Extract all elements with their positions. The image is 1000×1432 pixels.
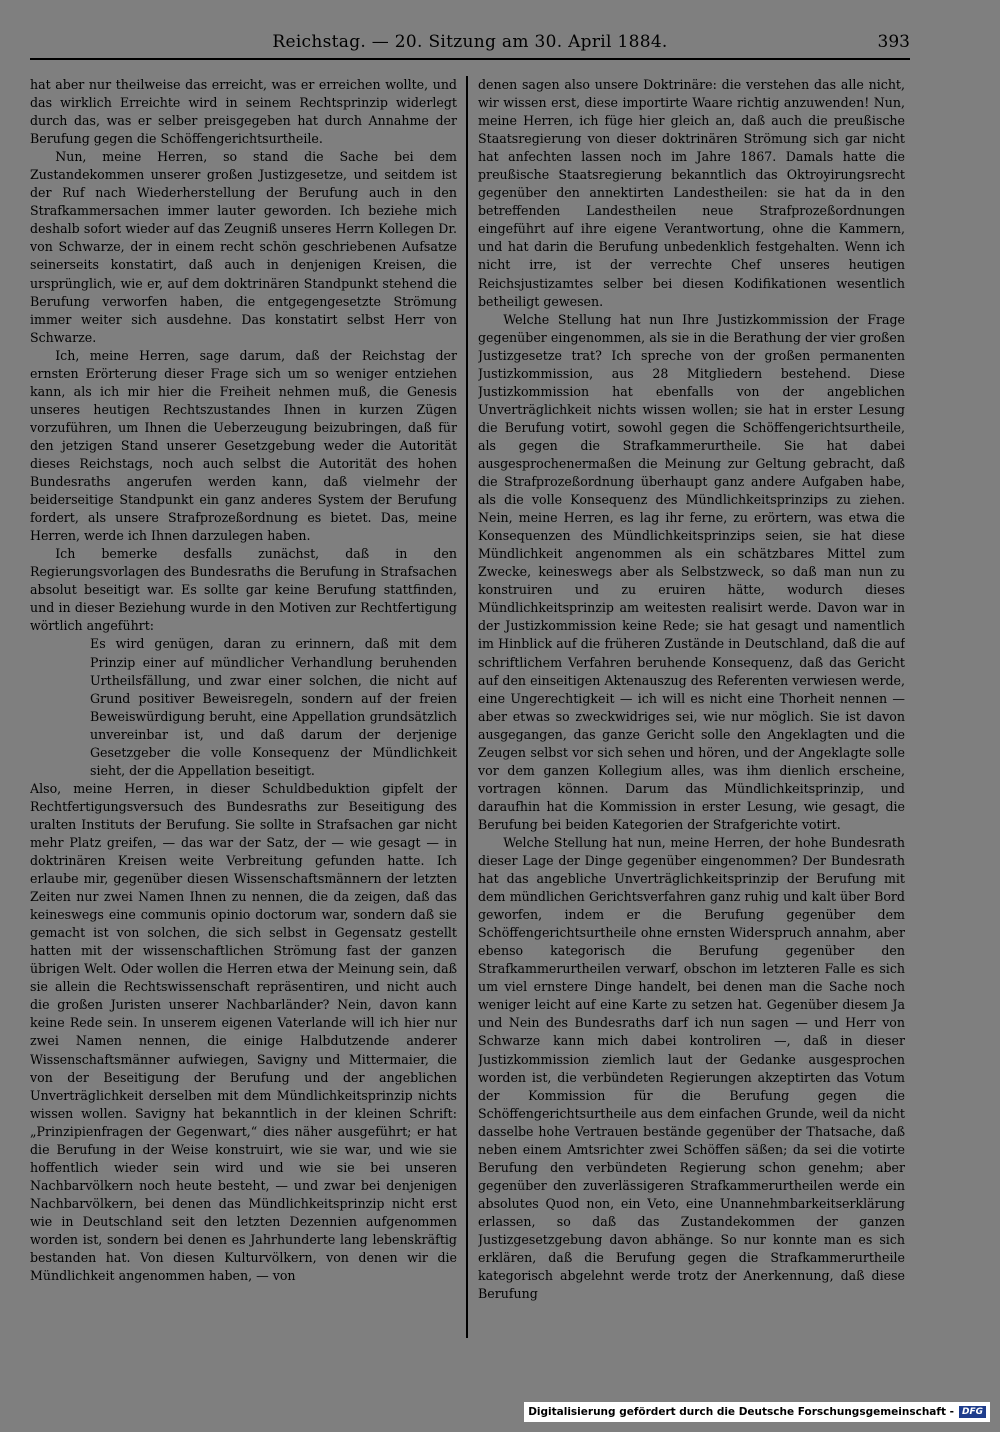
block-quote: Es wird genügen, daran zu erinnern, daß mit dem Prinzip einer auf mündlicher Verhandlung beruhenden Urtheilsfällung, und zwar einer solchen, die nicht auf Grund positiver Beweisregeln, sondern auf der freien Beweiswürdigung beruht, eine Appellation grundsätzlich unvereinbar ist, und daß darum der derjenige Gesetzgeber die volle Konsequenz der Mündlichkeit sieht, der die Appellation beseitigt. bbox=[90, 636, 457, 778]
page-number: 393 bbox=[877, 32, 910, 52]
paragraph: Nun, meine Herren, so stand die Sache bei dem Zustandekommen unserer großen Justizgesetze, und seitdem ist der Ruf nach Wiederherstellung der Berufung auch in den Strafkammersachen immer lauter geworden. Ich beziehe mich deshalb sofort wieder auf das Zeugniß unseres Herrn Kollegen Dr. von Schwarze, der in einem recht schön geschriebenen Aufsatze seinerseits konstatirt, daß auch in denjenigen Kreisen, die ursprünglich, wie er, auf dem doktrinären Standpunkt stehend die Berufung verworfen haben, die entgegengesetzte Strömung immer weiter sich ausdehne. Das konstatirt selbst Herr von Schwarze. bbox=[30, 149, 457, 345]
header-rule bbox=[30, 58, 910, 60]
digitization-footer bbox=[524, 1402, 990, 1422]
left-column bbox=[30, 76, 457, 1336]
paragraph: Ich bemerke desfalls zunächst, daß in den Regierungsvorlagen des Bundesraths die Berufung in Strafsachen absolut beseitigt war. Es sollte gar keine Berufung stattfinden, und in dieser Beziehung wurde in den Motiven zur Rechtfertigung wörtlich angeführt: bbox=[30, 546, 457, 634]
header-title: Reichstag. — 20. Sitzung am 30. April 1884. bbox=[272, 32, 668, 52]
running-header bbox=[30, 30, 910, 60]
dfg-logo: DFG bbox=[959, 1406, 986, 1418]
right-column bbox=[478, 76, 905, 1336]
paragraph: denen sagen also unsere Doktrinäre: die verstehen das alle nicht, wir wissen erst, diese importirte Waare richtig anzuwenden! Nun, meine Herren, ich füge hier gleich an, daß auch die preußische Staatsregierung von dieser doktrinären Strömung sich gar nicht hat anfechten lassen noch im Jahre 1867. Damals hatte die preußische Staatsregierung bekanntlich das Oktroyirungsrecht gegenüber den annektirten Landestheilen: sie hat da in den betreffenden Landestheilen neue Strafprozeßordnungen eingeführt auf ihre eigene Verantwortung, ohne die Kammern, und hat darin die Berufung unbedenklich festgehalten. Wenn ich nicht irre, ist der verrechte Chef unseres heutigen Reichsjustizamtes selber bei diesen Kodifikationen wesentlich betheiligt gewesen. bbox=[478, 77, 905, 309]
paragraph: Welche Stellung hat nun, meine Herren, der hohe Bundesrath dieser Lage der Dinge gegenüber eingenommen? Der Bundesrath hat das angebliche Unverträglichkeitsprinzip der Berufung mit dem mündlichen Gerichtsverfahren ganz ruhig und kalt über Bord geworfen, indem er die Berufung gegenüber dem Schöffengerichtsurtheile ohne ernsten Widerspruch annahm, aber ebenso kategorisch die Berufung gegenüber den Strafkammerurtheilen verwarf, obschon im letzteren Falle es sich um viel ernstere Dinge handelt, bei denen man die Sache noch weniger leicht auf eine Karte zu setzen hat. Gegenüber diesem Ja und Nein des Bundesraths darf ich nun sagen — und Herr von Schwarze kann mich dabei kontroliren —, daß in dieser Justizkommission ziemlich laut der Gedanke ausgesprochen worden ist, die verbündeten Regierungen akzeptirten das Votum der Kommission für die Berufung gegen die Schöffengerichtsurtheile aus dem einfachen Grunde, weil da nicht dasselbe hohe Vertrauen bestände gegenüber der Thatsache, daß neben einem Amtsrichter zwei Schöffen säßen; da sei die votirte Berufung den verbündeten Regierung schon genehm; aber gegenüber den zuverlässigeren Strafkammerurtheilen werde ein absolutes Quod non, ein Veto, eine Unannehmbarkeitserklärung erlassen, so daß das Zustandekommen der ganzen Justizgesetzgebung davon abhänge. So nur konnte man es sich erklären, daß die Berufung gegen die Strafkammerurtheile kategorisch abgelehnt werde trotz der Anerkennung, daß diese Berufung bbox=[478, 834, 905, 1302]
paragraph: Ich, meine Herren, sage darum, daß der Reichstag der ernsten Erörterung dieser Frage sich um so weniger entziehen kann, als ich mir hier die Freiheit nehmen muß, die Genesis unseres heutigen Rechtszustandes Ihnen in kurzen Zügen vorzuführen, um Ihnen die Ueberzeugung beizubringen, daß für den jetzigen Stand unserer Gesetzgebung weder die Autorität dieses Reichstags, noch auch selbst die Autorität des hohen Bundesraths angerufen werden kann, daß vielmehr der beiderseitige Standpunkt ein ganz anderes System der Berufung fordert, als unsere Strafprozeßordnung es bietet. Das, meine Herren, werde ich Ihnen darzulegen haben. bbox=[30, 347, 457, 544]
paragraph: Welche Stellung hat nun Ihre Justizkommission der Frage gegenüber eingenommen, als sie in die Berathung der vier großen Justizgesetze trat? Ich spreche von der großen permanenten Justizkommission, aus 28 Mitgliedern bestehend. Diese Justizkommission hat ebenfalls von der angeblichen Unverträglichkeit nichts wissen wollen; sie hat in erster Lesung die Berufung votirt, sowohl gegen die Schöffengerichtsurtheile, als gegen die Strafkammerurtheile. Sie hat dabei ausgesprochenermaßen die Meinung zur Geltung gebracht, daß die Strafprozeßordnung überhaupt ganz andere Aufgaben habe, als die volle Konsequenz des Mündlichkeitsprinzips zu ziehen. Nein, meine Herren, es lag ihr ferne, zu erörtern, was etwa die Konsequenzen des Mündlichkeitsprinzips seien, sie hat diese Mündlichkeit angenommen als ein schätzbares Mittel zum Zwecke, keineswegs aber als Selbstzweck, so daß man nun zu konstruiren und zu eruiren hätte, wodurch dieses Mündlichkeitsprinzip am weitesten realisirt werde. Davon war in der Justizkommission keine Rede; sie hat gesagt und namentlich im Hinblick auf die früheren Zustände in Deutschland, daß die auf schriftlichem Verfahren beruhende Konsequenz, daß das Gericht auf den einseitigen Aktenauszug des Referenten verwiesen werde, eine Ungerechtigkeit — ich will es nicht eine Thorheit nennen — aber etwas so zweckwidriges sei, wie nur möglich. Sie ist davon ausgegangen, das ganze Gericht solle den Angeklagten und die Zeugen selbst vor sich sehen und hören, und der Angeklagte solle vor dem ganzen Kollegium alles, was ihm dienlich erscheine, vortragen können. Darum das Mündlichkeitsprinzip, und daraufhin hat die Kommission in erster Lesung, wie gesagt, die Berufung bei beiden Kategorien der Strafgerichte votirt. bbox=[478, 311, 905, 832]
footer-text: Digitalisierung gefördert durch die Deutsche Forschungsgemeinschaft - bbox=[528, 1406, 954, 1418]
column-rule bbox=[466, 76, 468, 1338]
paragraph: hat aber nur theilweise das erreicht, was er erreichen wollte, und das wirklich Erreichte wird in seinem Rechtsprinzip widerlegt durch das, was er selber preisgegeben hat durch Annahme der Berufung gegen die Schöffengerichtsurtheile. bbox=[30, 77, 457, 147]
paragraph: Also, meine Herren, in dieser Schuldbeduktion gipfelt der Rechtfertigungsversuch des Bundesraths zur Beseitigung des uralten Instituts der Berufung. Sie sollte in Strafsachen gar nicht mehr Platz greifen, — das war der Satz, der — wie gesagt — in doktrinären Kreisen weite Verbreitung gefunden hatte. Ich erlaube mir, gegenüber diesen Wissenschaftsmännern der letzten Zeiten nur zwei Namen Ihnen zu nennen, die da zeigen, daß das keineswegs eine communis opinio doctorum war, sondern daß sie gemacht ist von solchen, die sich selbst in Gegensatz gestellt hatten mit der wissenschaftlichen Strömung fast der ganzen übrigen Welt. Oder wollen die Herren etwa der Meinung sein, daß sie allein die Rechtswissenschaft repräsentiren, und nicht auch die großen Juristen unserer Nachbarländer? Nein, davon kann keine Rede sein. In unserem eigenen Vaterlande will ich hier nur zwei Namen nennen, die einige Halbdutzende anderer Wissenschaftsmänner aufwiegen, Savigny und Mittermaier, die von der Beseitigung der Berufung und der angeblichen Unverträglichkeit derselben mit dem Mündlichkeitsprinzip nichts wissen wollen. Savigny hat bekanntlich in der kleinen Schrift: „Prinzipienfragen der Gegenwart,“ dies näher ausgeführt; er hat die Berufung in der Weise konstruirt, wie sie war, und wie sie hoffentlich wieder sein wird und wie sie bei unseren Nachbarvölkern noch heute besteht, — und zwar bei denjenigen Nachbarvölkern, bei denen das Mündlichkeitsprinzip nicht erst wie in Deutschland seit den letzten Dezennien aufgenommen worden ist, sondern bei denen es Jahrhunderte lang lebenskräftig bestanden hat. Von diesen Kulturvölkern, von denen wir die Mündlichkeit angenommen haben, — von bbox=[30, 780, 457, 1284]
